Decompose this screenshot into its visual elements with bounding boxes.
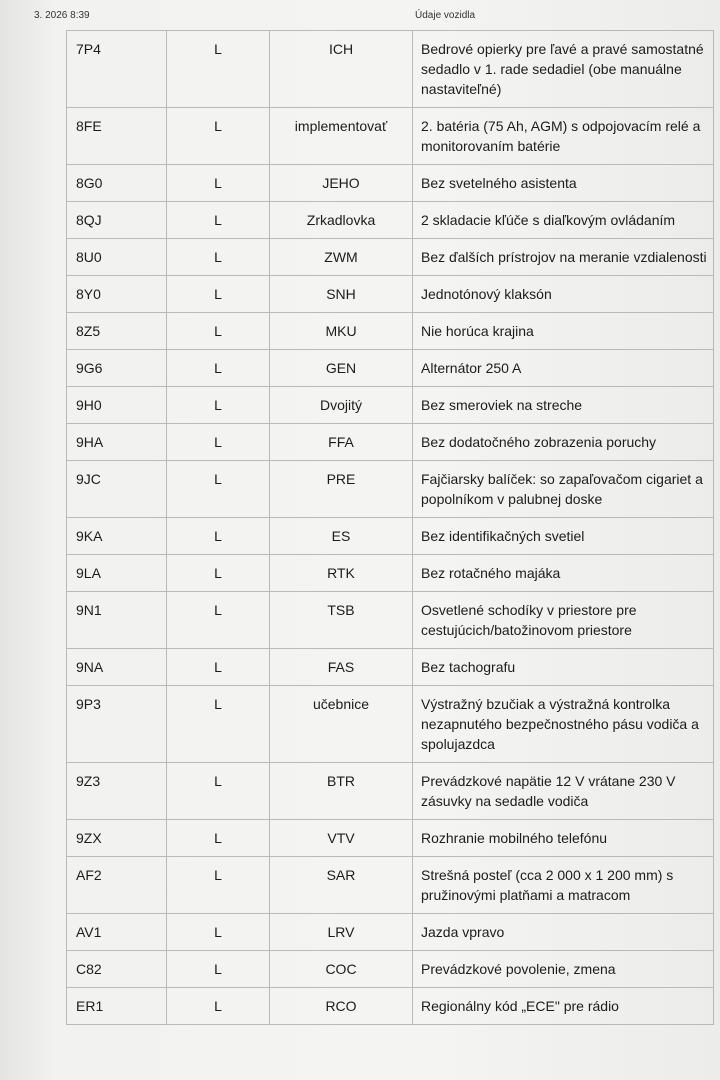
description-cell [413,202,714,239]
description-line: nastaviteľné) [421,81,502,97]
term-cell: SNH [270,276,413,313]
flag-cell: L [167,518,270,555]
code-cell: 9N1 [67,592,167,649]
term-cell: FFA [270,424,413,461]
code-cell: 9H0 [67,387,167,424]
flag-cell: L [167,686,270,763]
term-cell: implementovať [270,108,413,165]
table-row [67,387,714,424]
description-cell [413,424,714,461]
flag-cell: L [167,857,270,914]
description-cell [413,555,714,592]
description-cell [413,914,714,951]
table-row [67,857,714,914]
equipment-table [66,30,714,1025]
description-line: popolníkom v palubnej doske [421,491,603,507]
description-line: Rozhranie mobilného telefónu [421,830,608,846]
term-cell: ES [270,518,413,555]
description-cell [413,31,714,108]
term-cell: ZWM [270,239,413,276]
description-line: pružinovými platňami a matracom [421,887,631,903]
term-cell: PRE [270,461,413,518]
flag-cell: L [167,914,270,951]
table-row [67,820,714,857]
description-line: Nie horúca krajina [421,323,534,339]
flag-cell: L [167,988,270,1025]
code-cell: 8Y0 [67,276,167,313]
description-cell [413,108,714,165]
description-line: Bez rotačného majáka [421,565,561,581]
description-line: Osvetlené schodíky v priestore pre [421,602,637,618]
code-cell: 9P3 [67,686,167,763]
term-cell: Zrkadlovka [270,202,413,239]
table-row [67,165,714,202]
table-row [67,239,714,276]
description-cell [413,951,714,988]
term-cell: učebnice [270,686,413,763]
flag-cell: L [167,555,270,592]
flag-cell: L [167,649,270,686]
flag-cell: L [167,165,270,202]
code-cell: 8QJ [67,202,167,239]
description-line: zásuvky na sedadle vodiča [421,793,589,809]
table-row [67,108,714,165]
term-cell: LRV [270,914,413,951]
table-row [67,686,714,763]
description-line: Prevádzkové povolenie, zmena [421,961,616,977]
code-cell: 8Z5 [67,313,167,350]
description-line: Fajčiarsky balíček: so zapaľovačom cigariet a [421,471,703,487]
description-line: 2 skladacie kľúče s diaľkovým ovládaním [421,212,676,228]
flag-cell: L [167,108,270,165]
table-row [67,763,714,820]
flag-cell: L [167,387,270,424]
flag-cell: L [167,763,270,820]
term-cell: FAS [270,649,413,686]
term-cell: JEHO [270,165,413,202]
description-cell [413,988,714,1025]
description-line: Bedrové opierky pre ľavé a pravé samostatné [421,41,704,57]
description-line: Bez identifikačných svetiel [421,528,585,544]
flag-cell: L [167,202,270,239]
flag-cell: L [167,424,270,461]
description-cell [413,763,714,820]
code-cell: AV1 [67,914,167,951]
table-row [67,276,714,313]
description-cell [413,313,714,350]
description-line: Bez dodatočného zobrazenia poruchy [421,434,657,450]
code-cell: C82 [67,951,167,988]
code-cell: 9JC [67,461,167,518]
description-cell [413,686,714,763]
description-line: Bez svetelného asistenta [421,175,577,191]
description-line: Bez ďalších prístrojov na meranie vzdialenosti [421,249,707,265]
code-cell: 9HA [67,424,167,461]
description-line: monitorovaním batérie [421,138,561,154]
table-row [67,592,714,649]
table-row [67,350,714,387]
description-line: Jednotónový klaksón [421,286,552,302]
code-cell: ER1 [67,988,167,1025]
table-row [67,461,714,518]
description-line: Bez smeroviek na streche [421,397,583,413]
code-cell: AF2 [67,857,167,914]
description-cell [413,239,714,276]
description-cell [413,387,714,424]
code-cell: 9Z3 [67,763,167,820]
description-line: nezapnutého bezpečnostného pásu vodiča a [421,716,699,732]
table-row [67,988,714,1025]
description-line: Alternátor 250 A [421,360,522,376]
table-row [67,649,714,686]
table-row [67,424,714,461]
description-cell [413,165,714,202]
term-cell: Dvojitý [270,387,413,424]
term-cell: ICH [270,31,413,108]
page-title: Údaje vozidla [415,10,476,21]
code-cell: 9ZX [67,820,167,857]
flag-cell: L [167,350,270,387]
description-cell [413,350,714,387]
flag-cell: L [167,313,270,350]
description-cell [413,592,714,649]
description-line: Bez tachografu [421,659,516,675]
description-line: cestujúcich/batožinovom priestore [421,622,632,638]
description-line: Jazda vpravo [421,924,505,940]
flag-cell: L [167,951,270,988]
description-line: Strešná posteľ (cca 2 000 x 1 200 mm) s [421,867,674,883]
description-line: 2. batéria (75 Ah, AGM) s odpojovacím relé a [421,118,701,134]
term-cell: RCO [270,988,413,1025]
code-cell: 9G6 [67,350,167,387]
description-line: spolujazdca [421,736,495,752]
print-date: 3. 2026 8:39 [34,10,90,21]
description-cell [413,857,714,914]
code-cell: 9LA [67,555,167,592]
description-line: sedadlo v 1. rade sedadiel (obe manuálne [421,61,682,77]
flag-cell: L [167,592,270,649]
description-cell [413,649,714,686]
flag-cell: L [167,820,270,857]
term-cell: COC [270,951,413,988]
table-row [67,313,714,350]
description-line: Výstražný bzučiak a výstražná kontrolka [421,696,670,712]
term-cell: GEN [270,350,413,387]
term-cell: BTR [270,763,413,820]
term-cell: TSB [270,592,413,649]
code-cell: 9KA [67,518,167,555]
term-cell: VTV [270,820,413,857]
code-cell: 9NA [67,649,167,686]
description-cell [413,461,714,518]
table-row [67,914,714,951]
table-row [67,31,714,108]
description-cell [413,276,714,313]
code-cell: 8G0 [67,165,167,202]
flag-cell: L [167,276,270,313]
description-line: Prevádzkové napätie 12 V vrátane 230 V [421,773,676,789]
flag-cell: L [167,461,270,518]
table-row [67,555,714,592]
code-cell: 8U0 [67,239,167,276]
description-line: Regionálny kód „ECE" pre rádio [421,998,619,1014]
code-cell: 7P4 [67,31,167,108]
flag-cell: L [167,31,270,108]
term-cell: SAR [270,857,413,914]
table-row [67,951,714,988]
table-row [67,202,714,239]
description-cell [413,518,714,555]
term-cell: MKU [270,313,413,350]
table-row [67,518,714,555]
description-cell [413,820,714,857]
code-cell: 8FE [67,108,167,165]
term-cell: RTK [270,555,413,592]
flag-cell: L [167,239,270,276]
